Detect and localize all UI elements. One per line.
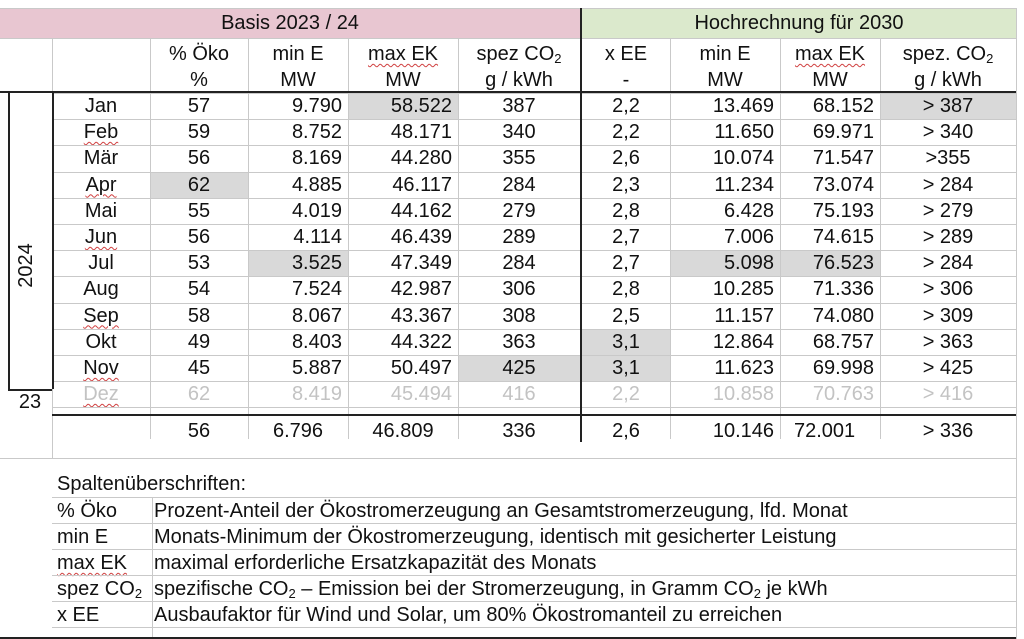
cell-mai-mine30: 6.428 [723,199,774,222]
legend-key: x EE [57,604,100,626]
cell-sep-xee: 2,5 [612,304,640,327]
cell-aug-mine: 7.524 [291,278,342,301]
cell-jan-co2: 387 [502,95,536,117]
cell-dez-mine: 8.419 [291,383,342,406]
cell-okt-maxek30: 68.757 [812,330,874,353]
grid-vline [52,38,53,92]
cell-jul-oeko: 53 [187,252,211,275]
legend-key: spez $CO_2$ [57,578,143,601]
grid-hline [52,523,1016,524]
cell-jul-xee: 2,7 [612,252,640,275]
cell-apr-co230: > 284 [922,173,974,196]
grid-hline [52,575,1016,576]
cell-okt-xee: 3,1 [582,329,670,355]
cell-apr-maxek: 46.117 [392,173,452,196]
projection-header [582,8,1016,38]
cell-jul-maxek30: 76.523 [780,250,880,276]
cell-jan-oeko: 57 [187,95,211,117]
divider-year-left [8,91,10,389]
grid-vline [1016,8,1017,639]
cell-aug-co230: > 306 [922,278,974,301]
total-maxek: 46.809 [372,420,434,442]
cell-feb-maxek: 48.171 [390,121,452,144]
cell-jun-maxek: 46.439 [390,226,452,248]
cell-feb-co2: 340 [502,121,536,144]
year-label-prev: 23 [18,391,42,413]
cell-jun-mine30: 7.006 [723,226,774,248]
grid-vline [780,38,781,92]
cell-sep-mine30: 11.157 [714,304,774,327]
divider-year-right [52,91,54,389]
cell-jan-month: Jan [84,95,118,117]
cell-nov-maxek: 50.497 [390,357,452,379]
unit-oeko: % [190,69,208,91]
cell-feb-mine: 8.752 [291,121,342,144]
divider-totals [52,414,1016,416]
cell-mai-co230: > 279 [922,199,974,222]
cell-jan-maxek30: 68.152 [812,95,874,117]
cell-jun-month: Jun [84,226,118,248]
total-mine: 6.796 [272,420,324,442]
unit-maxek: MW [385,69,421,91]
basis-header [0,8,580,38]
cell-okt-mine30: 12.864 [712,330,774,353]
cell-dez-co230: > 416 [922,383,974,406]
cell-mai-maxek: 44.162 [390,199,452,222]
grid-hline [0,38,1016,39]
cell-nov-xee: 3,1 [582,355,670,381]
grid-vline [150,38,151,92]
legend-key: max EK [57,552,128,574]
grid-vline [670,38,671,92]
cell-nov-maxek30: 69.998 [812,357,874,379]
legend-key: min E [57,526,109,548]
cell-mär-xee: 2,6 [612,147,640,170]
cell-mär-co2: 355 [502,147,536,170]
cell-apr-mine: 4.885 [291,173,342,196]
cell-aug-mine30: 10.285 [712,278,774,301]
cell-okt-co2: 363 [502,330,536,353]
legend-description: maximal erforderliche Ersatzkapazität des Monats [154,552,597,574]
col-co2-header: spez $CO_2$ [476,43,562,66]
cell-aug-maxek: 42.987 [390,278,452,301]
legend-description: spezifische $CO_2$ – Emission bei der Stromerzeugung, in Gramm $CO_2$ je kWh [154,578,828,601]
cell-okt-mine: 8.403 [291,330,342,353]
total-maxek30: 72.001 [794,420,856,442]
grid-hline [52,250,1016,251]
cell-dez-mine30: 10.858 [712,383,774,406]
grid-hline [52,355,1016,356]
unit-co230: g / kWh [914,69,982,91]
grid-hline [52,93,1016,94]
col-maxek30-header: max EK [794,43,866,65]
cell-jan-mine: 9.790 [291,95,342,117]
grid-hline [52,224,1016,225]
unit-mine: MW [280,69,316,91]
grid-hline [52,381,1016,382]
grid-vline [880,38,881,92]
unit-maxek30: MW [812,69,848,91]
cell-dez-month: Dez [83,383,119,406]
projection-title: Hochrechnung für 2030 [694,12,904,34]
legend-key: % Öko [57,500,118,522]
cell-apr-month: Apr [85,173,117,196]
cell-sep-month: Sep [83,304,119,327]
cell-jun-xee: 2,7 [612,226,640,248]
cell-okt-maxek: 44.322 [390,330,452,353]
cell-jun-maxek30: 74.615 [812,226,874,248]
cell-nov-month: Nov [83,357,119,379]
cell-aug-maxek30: 71.336 [812,278,874,301]
cell-nov-co2: 425 [458,355,580,381]
cell-feb-month: Feb [83,121,119,144]
basis-title: Basis 2023 / 24 [221,12,359,34]
cell-dez-maxek30: 70.763 [812,383,874,406]
grid-hline [0,458,1016,459]
cell-nov-co230: > 425 [922,357,974,379]
total-mine30: 10.146 [712,420,774,442]
cell-mai-maxek30: 75.193 [812,199,874,222]
cell-sep-mine: 8.067 [291,304,342,327]
cell-mai-xee: 2,8 [612,199,640,222]
cell-mai-oeko: 55 [187,199,211,222]
col-oeko-header: % Öko [168,43,230,65]
unit-xee: - [622,69,630,91]
cell-sep-co2: 308 [502,304,536,327]
grid-hline [52,627,1016,628]
cell-mär-co230: >355 [925,147,971,170]
cell-feb-mine30: 11.650 [714,121,774,144]
divider-basis-projection [580,8,582,442]
cell-dez-co2: 416 [502,383,536,406]
divider-header [0,91,1016,93]
cell-jan-mine30: 13.469 [712,95,774,117]
cell-jun-co230: > 289 [922,226,974,248]
cell-sep-maxek: 43.367 [390,304,452,327]
grid-vline [458,38,459,92]
cell-mär-oeko: 56 [187,147,211,170]
cell-feb-maxek30: 69.971 [812,121,874,144]
cell-jul-mine30: 5.098 [670,250,780,276]
cell-nov-mine30: 11.623 [714,357,774,379]
grid-hline [52,329,1016,330]
cell-aug-co2: 306 [502,278,536,301]
cell-jun-co2: 289 [502,226,536,248]
cell-jul-co2: 284 [502,252,536,275]
legend-heading: Spaltenüberschriften: [57,473,247,495]
col-mine30-header: min E [699,43,751,65]
grid-vline [348,38,349,92]
cell-aug-xee: 2,8 [612,278,640,301]
cell-jun-mine: 4.114 [293,226,342,248]
grid-hline [52,549,1016,550]
cell-okt-oeko: 49 [187,330,211,353]
grid-hline [52,276,1016,277]
legend-description: Prozent-Anteil der Ökostromerzeugung an Gesamtstromerzeugung, lfd. Monat [154,500,848,522]
unit-co2: g / kWh [485,69,553,91]
cell-sep-oeko: 58 [187,304,211,327]
cell-jun-oeko: 56 [187,226,211,248]
cell-nov-oeko: 45 [187,357,211,379]
cell-jan-co230: > 387 [880,93,1016,119]
col-mine-header: min E [272,43,324,65]
cell-mai-co2: 279 [502,199,536,222]
col-co230-header: spez. $CO_2$ [902,43,994,66]
cell-okt-month: Okt [85,330,117,353]
grid-hline [52,145,1016,146]
cell-jul-maxek: 47.349 [390,252,452,275]
total-co2: 336 [502,420,536,442]
grid-vline [248,38,249,92]
unit-mine30: MW [707,69,743,91]
cell-jan-xee: 2,2 [612,95,640,117]
cell-mai-month: Mai [84,199,118,222]
cell-mär-maxek: 44.280 [390,147,452,170]
grid-hline [52,407,1016,408]
grid-hline [0,8,1016,9]
grid-hline [52,172,1016,173]
total-oeko: 56 [187,420,211,442]
col-xee-header: x EE [604,43,648,65]
divider-year [8,389,52,391]
grid-hline [52,303,1016,304]
grid-hline [52,601,1016,602]
col-maxek-header: max EK [367,43,439,65]
cell-okt-co230: > 363 [922,330,974,353]
grid-hline [52,497,1016,498]
cell-apr-mine30: 11.234 [714,173,774,196]
grid-hline [52,119,1016,120]
cell-jul-co230: > 284 [922,252,974,275]
cell-jan-maxek: 58.522 [348,93,458,119]
cell-feb-xee: 2,2 [612,121,640,144]
cell-apr-xee: 2,3 [612,173,640,196]
cell-sep-maxek30: 74.080 [812,304,874,327]
total-co230: > 336 [922,420,974,442]
cell-apr-oeko: 62 [150,172,248,198]
cell-mai-mine: 4.019 [291,199,342,222]
cell-sep-co230: > 309 [922,304,974,327]
cell-feb-co230: > 340 [922,121,974,144]
cell-dez-oeko: 62 [187,383,211,406]
cell-aug-oeko: 54 [187,278,211,301]
year-label: 2024 [14,242,37,288]
cell-dez-maxek: 45.494 [390,383,452,406]
cell-nov-mine: 5.887 [291,357,342,379]
legend-description: Ausbaufaktor für Wind und Solar, um 80% Ökostromanteil zu erreichen [154,604,783,626]
cell-mär-mine: 8.169 [291,147,342,170]
cell-feb-oeko: 59 [187,121,211,144]
cell-mär-mine30: 10.074 [712,147,774,170]
grid-hline [52,198,1016,199]
cell-dez-xee: 2,2 [612,383,640,406]
legend-description: Monats-Minimum der Ökostromerzeugung, identisch mit gesicherter Leistung [154,526,837,548]
cell-apr-maxek30: 73.074 [812,173,874,196]
cell-jul-mine: 3.525 [248,250,348,276]
cell-jul-month: Jul [88,252,114,275]
total-xee: 2,6 [612,420,640,442]
cell-apr-co2: 284 [502,173,536,196]
grid-vline [152,497,153,639]
cell-mär-maxek30: 71.547 [812,147,874,170]
cell-aug-month: Aug [83,278,119,301]
cell-mär-month: Mär [83,147,119,170]
